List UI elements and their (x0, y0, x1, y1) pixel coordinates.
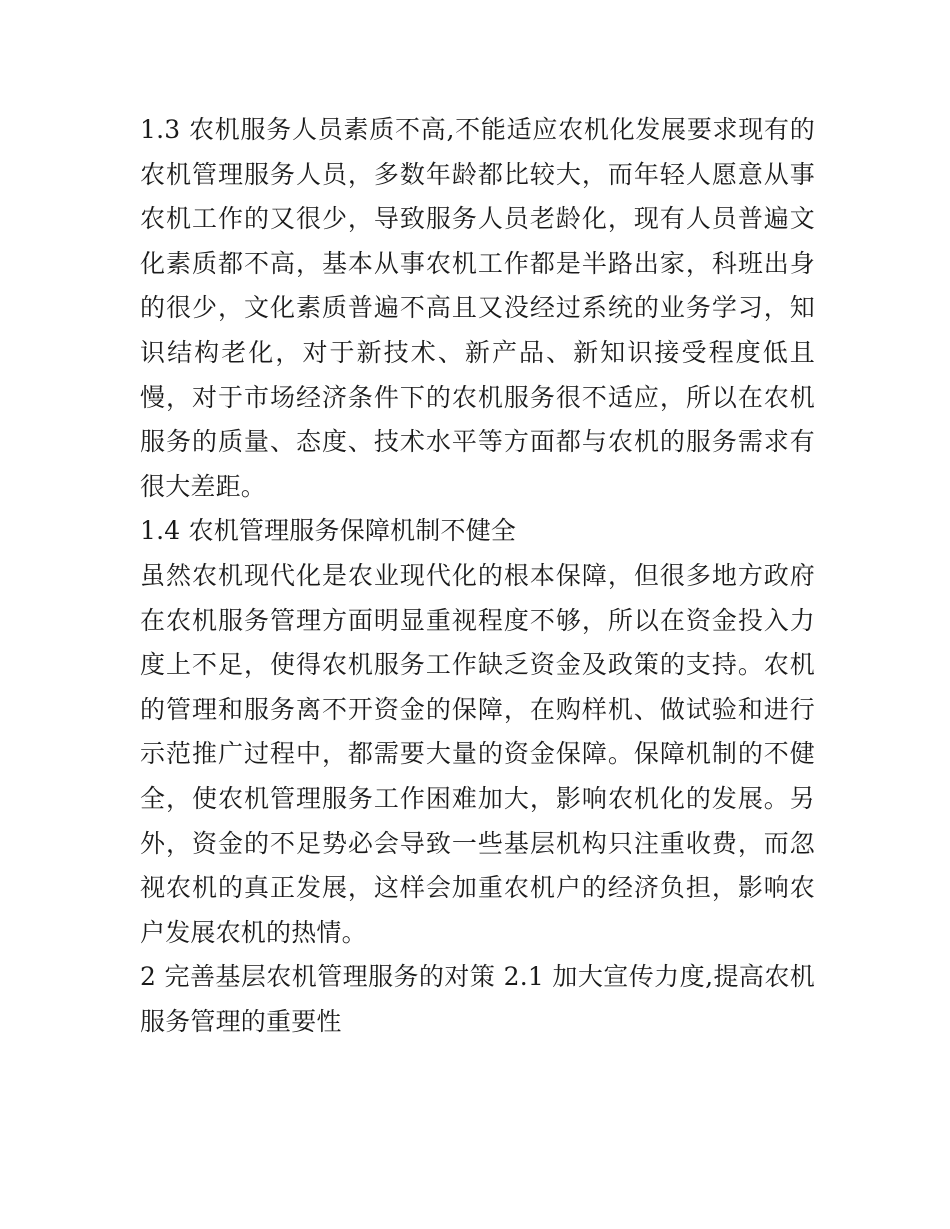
document-body (140, 108, 815, 1044)
paragraph-section-1-3: 1.3 农机服务人员素质不高,不能适应农机化发展要求现有的农机管理服务人员，多数年龄都比较大，而年轻人愿意从事农机工作的又很少，导致服务人员老龄化，现有人员普遍文化素质都不高，基本从事农机工作都是半路出家，科班出身的很少，文化素质普遍不高且又没经过系统的业务学习，知识结构老化，对于新技术、新产品、新知识接受程度低且慢，对于市场经济条件下的农机服务很不适应，所以在农机服务的质量、态度、技术水平等方面都与农机的服务需求有很大差距。 (140, 115, 815, 501)
heading-section-2: 2 完善基层农机管理服务的对策 2.1 加大宣传力度,提高农机服务管理的重要性 (140, 962, 815, 1036)
heading-section-1-4: 1.4 农机管理服务保障机制不健全 (140, 516, 517, 546)
paragraph-section-1-4-body: 虽然农机现代化是农业现代化的根本保障，但很多地方政府在农机服务管理方面明显重视程度不够，所以在资金投入力度上不足，使得农机服务工作缺乏资金及政策的支持。农机的管理和服务离不开资金的保障，在购样机、做试验和进行示范推广过程中，都需要大量的资金保障。保障机制的不健全，使农机管理服务工作困难加大，影响农机化的发展。另外，资金的不足势必会导致一些基层机构只注重收费，而忽视农机的真正发展，这样会加重农机户的经济负担，影响农户发展农机的热情。 (140, 560, 815, 947)
